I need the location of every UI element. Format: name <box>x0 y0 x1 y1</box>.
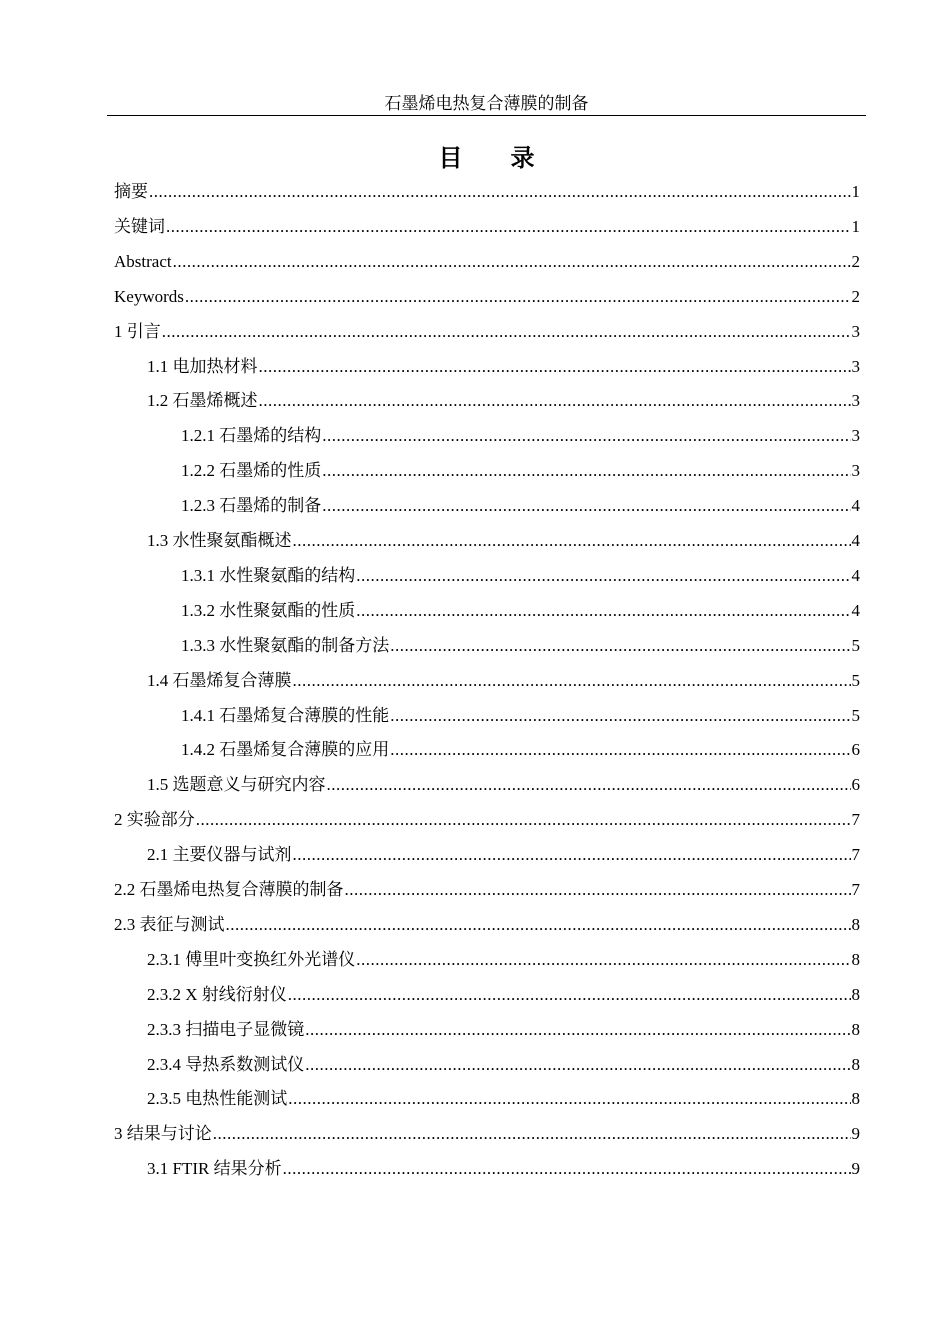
toc-entry-page-number: 9 <box>851 1124 860 1144</box>
toc-entry-page-number: 1 <box>851 216 860 236</box>
toc-entry[interactable] <box>147 356 860 378</box>
toc-entry-label: 2.2 石墨烯电热复合薄膜的制备 <box>114 880 344 899</box>
toc-entry[interactable] <box>114 251 860 273</box>
toc-entry-label: 1.2.3 石墨烯的制备 <box>181 496 322 516</box>
toc-leader-dots <box>213 1123 851 1145</box>
toc-entry-page-number: 3 <box>851 321 860 341</box>
running-header-title: 石墨烯电热复合薄膜的制备 <box>384 94 589 113</box>
toc-leader-dots <box>305 1019 850 1041</box>
toc-entry[interactable] <box>114 321 860 343</box>
toc-entry-label: 1.4 石墨烯复合薄膜 <box>147 670 292 690</box>
toc-leader-dots <box>196 809 851 831</box>
toc-leader-dots <box>345 879 851 901</box>
toc-entry-page-number: 5 <box>851 635 860 655</box>
toc-entry-label: 2.3.5 电热性能测试 <box>147 1089 288 1109</box>
toc-entry-label: 2.3.2 X 射线衍射仪 <box>147 984 287 1004</box>
toc-leader-dots <box>322 425 850 447</box>
toc-entry-page-number: 7 <box>851 880 860 899</box>
toc-entry-label: 摘要 <box>114 182 148 201</box>
toc-entry[interactable] <box>147 530 860 552</box>
toc-entry-label: 1.5 选题意义与研究内容 <box>147 775 326 795</box>
toc-entry[interactable] <box>114 809 860 831</box>
toc-entry-label: 1.2.1 石墨烯的结构 <box>181 426 322 446</box>
toc-entry-page-number: 3 <box>851 391 860 411</box>
toc-entry-label: 1.1 电加热材料 <box>147 356 258 376</box>
toc-leader-dots <box>173 251 851 273</box>
toc-entry-page-number: 3 <box>851 461 860 481</box>
toc-entry-page-number: 8 <box>851 1054 860 1074</box>
toc-leader-dots <box>390 739 850 761</box>
toc-leader-dots <box>259 390 851 412</box>
toc-leader-dots <box>283 1158 851 1180</box>
toc-heading <box>107 141 866 175</box>
toc-leader-dots <box>226 914 851 936</box>
toc-entry-label: 1.3.1 水性聚氨酯的结构 <box>181 565 356 585</box>
toc-entry-page-number: 8 <box>851 1089 860 1109</box>
toc-entry[interactable] <box>114 914 860 936</box>
toc-entry-label: 3.1 FTIR 结果分析 <box>147 1159 282 1179</box>
toc-entry[interactable] <box>147 1088 860 1110</box>
toc-entry-label: 2.3 表征与测试 <box>114 914 225 934</box>
toc-entry-page-number: 5 <box>851 705 860 725</box>
toc-entry-page-number: 5 <box>851 670 860 690</box>
toc-entry[interactable] <box>181 425 860 447</box>
toc-entry-page-number: 2 <box>851 251 860 271</box>
toc-entry[interactable] <box>181 635 860 657</box>
toc-entry-page-number: 3 <box>851 426 860 446</box>
toc-entry[interactable] <box>181 565 860 587</box>
toc-leader-dots <box>185 286 851 308</box>
toc-entry-page-number: 6 <box>851 775 860 795</box>
toc-leader-dots <box>293 844 851 866</box>
toc-entry-page-number: 2 <box>851 286 860 306</box>
toc-entry-page-number: 8 <box>851 914 860 934</box>
toc-entry-label: 1 引言 <box>114 321 161 341</box>
toc-heading-char: 录 <box>510 144 535 172</box>
toc-entry-label: 1.4.2 石墨烯复合薄膜的应用 <box>181 740 390 760</box>
toc-entry[interactable] <box>114 1123 860 1145</box>
toc-entry[interactable] <box>114 216 860 238</box>
toc-entry-label: 2 实验部分 <box>114 810 195 830</box>
toc-entry-label: 1.2.2 石墨烯的性质 <box>181 461 322 481</box>
toc-leader-dots <box>305 1054 850 1076</box>
toc-leader-dots <box>293 670 851 692</box>
toc-leader-dots <box>149 181 851 203</box>
toc-leader-dots <box>166 216 851 238</box>
header-divider <box>107 115 866 116</box>
toc-leader-dots <box>390 635 850 657</box>
toc-entry-label: 1.3 水性聚氨酯概述 <box>147 531 292 550</box>
toc-leader-dots <box>356 949 850 971</box>
toc-entry[interactable] <box>181 705 860 727</box>
toc-entry[interactable] <box>114 181 860 203</box>
toc-entry-label: 1.3.3 水性聚氨酯的制备方法 <box>181 635 390 655</box>
toc-entry-page-number: 7 <box>851 810 860 830</box>
toc-entry-label: Abstract <box>114 251 172 271</box>
toc-leader-dots <box>322 460 850 482</box>
toc-entry[interactable] <box>147 774 860 796</box>
toc-entry[interactable] <box>147 1158 860 1180</box>
toc-leader-dots <box>390 705 850 727</box>
toc-entry[interactable] <box>147 949 860 971</box>
toc-entry-label: 2.3.1 傅里叶变换红外光谱仪 <box>147 949 356 969</box>
toc-leader-dots <box>293 530 851 552</box>
toc-entry[interactable] <box>147 1054 860 1076</box>
toc-entry-page-number: 8 <box>851 984 860 1004</box>
toc-leader-dots <box>322 495 850 517</box>
toc-leader-dots <box>356 600 850 622</box>
toc-leader-dots <box>162 321 851 343</box>
toc-entry[interactable] <box>147 390 860 412</box>
toc-entry-page-number: 7 <box>851 845 860 865</box>
toc-entry[interactable] <box>114 879 860 901</box>
toc-entry-page-number: 4 <box>851 531 860 550</box>
toc-entry-label: 1.2 石墨烯概述 <box>147 391 258 411</box>
toc-leader-dots <box>288 984 851 1006</box>
toc-entry[interactable] <box>147 984 860 1006</box>
toc-entry-label: 1.4.1 石墨烯复合薄膜的性能 <box>181 705 390 725</box>
toc-entry-page-number: 8 <box>851 1019 860 1039</box>
toc-entry[interactable] <box>147 1019 860 1041</box>
toc-entry-page-number: 4 <box>851 496 860 516</box>
toc-entry[interactable] <box>181 460 860 482</box>
toc-entry[interactable] <box>181 600 860 622</box>
toc-heading-char: 目 <box>438 144 463 172</box>
toc-entry[interactable] <box>147 844 860 866</box>
toc-entry-label: Keywords <box>114 286 184 306</box>
toc-entry-label: 2.3.3 扫描电子显微镜 <box>147 1019 305 1039</box>
toc-entry-label: 关键词 <box>114 216 165 236</box>
toc-entry-label: 2.3.4 导热系数测试仪 <box>147 1054 305 1074</box>
toc-leader-dots <box>259 356 851 378</box>
toc-entry[interactable] <box>181 739 860 761</box>
toc-entry-page-number: 6 <box>851 740 860 760</box>
toc-entry-page-number: 1 <box>851 182 860 201</box>
toc-entry-page-number: 8 <box>851 949 860 969</box>
toc-entry-page-number: 3 <box>851 356 860 376</box>
toc-entry-label: 3 结果与讨论 <box>114 1124 212 1144</box>
toc-entry[interactable] <box>181 495 860 517</box>
toc-entry[interactable] <box>147 670 860 692</box>
toc-entry-page-number: 4 <box>851 565 860 585</box>
toc-entry-label: 2.1 主要仪器与试剂 <box>147 845 292 865</box>
toc-leader-dots <box>356 565 850 587</box>
toc-entry-label: 1.3.2 水性聚氨酯的性质 <box>181 600 356 620</box>
toc-entry[interactable] <box>114 286 860 308</box>
toc-entry-page-number: 4 <box>851 600 860 620</box>
toc-leader-dots <box>327 774 851 796</box>
toc-leader-dots <box>288 1088 850 1110</box>
toc-entry-page-number: 9 <box>851 1159 860 1179</box>
